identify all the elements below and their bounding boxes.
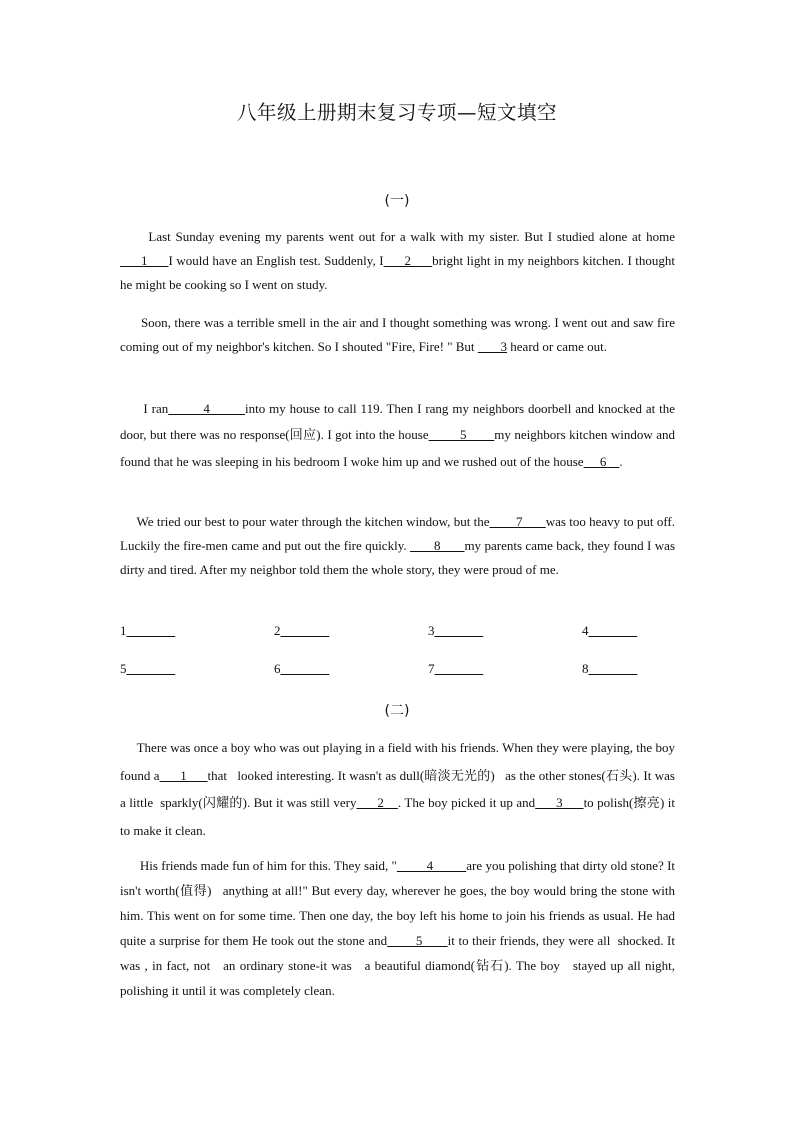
paragraph-text: into my house to call 119. Then I rang my neighbors doorbell and knocked at the door, but there was no response(回应). I got into the house [120,401,679,443]
fill-in-blank[interactable]: 1 [120,253,169,268]
fill-in-blank[interactable]: 2 [356,795,398,810]
answer-blank-2[interactable]: 2 [274,623,281,638]
answer-blank-6[interactable]: 6 [274,661,281,676]
answer-blank-1[interactable]: 1 [120,623,127,638]
section-1-paragraph-1 [120,225,679,297]
section-2-paragraph-2 [120,853,679,1003]
paragraph-text: We tried our best to pour water through the kitchen window, but the [120,514,490,529]
fill-in-blank[interactable]: 3 [535,795,584,810]
paragraph-text: are you polishing that dirty old stone? It isn't worth(值得) anything at all!" But every day, wherever he goes, the boy would bring the stone with him. This went on for some time. Then one day, the boy left his home to join his friends as usual. He had quite a surprise for them He took out the stone and [120,858,679,948]
paragraph-text: I would have an English test. Suddenly, I [168,253,384,268]
section-2-paragraph-1 [120,734,679,844]
paragraph-text: . [619,453,623,469]
paragraph-text: Soon, there was a terrible smell in the air and I thought something was wrong. I went out and saw fire coming out of my neighbor's kitchen. So I shouted "Fire, Fire! " But [120,315,679,354]
fill-in-blank[interactable]: 3 [477,339,508,354]
page-title: 八年级上册期末复习专项—短文填空 [236,101,557,124]
fill-in-blank[interactable]: 4 [168,401,245,416]
fill-in-blank[interactable]: 1 [159,767,208,783]
paragraph-text: His friends made fun of him for this. They said, " [120,858,397,873]
answer-blank-5[interactable]: 5 [120,661,127,676]
paragraph-text: my neighbors kitchen window and found that he was sleeping in his bedroom I woke him up and we rushed out of the house [120,427,679,469]
paragraph-text: I ran [120,401,169,416]
fill-in-blank[interactable]: 2 [383,253,433,268]
paragraph-text: to polish(擦亮) it to make it clean. [120,795,679,838]
section-1-paragraph-2 [120,311,679,359]
paragraph-text: Last Sunday evening my parents went out for a walk with my sister. But I studied alone at home [120,229,676,244]
section-2-label: (二) [384,703,410,719]
paragraph-text: . The boy picked it up and [397,795,536,810]
section-1-paragraph-3 [120,396,679,475]
answer-blank-3[interactable]: 3 [428,623,435,638]
answer-blank-8[interactable]: 8 [582,661,589,676]
fill-in-blank[interactable]: 6 [583,453,620,469]
fill-in-blank[interactable]: 5 [387,933,448,948]
paragraph-text: that looked interesting. It wasn't as dull(暗淡无光的) as the other stones(石头). It was a little sparkly(闪耀的). But it was still very [120,767,679,810]
section-1-paragraph-4 [120,510,679,582]
paragraph-text: There was once a boy who was out playing in a field with his friends. When they were playing, the boy found a [120,740,679,783]
answer-blank-4[interactable]: 4 [582,623,589,638]
paragraph-text: it to their friends, they were all shocked. It was , in fact, not an ordinary stone-it was a beautiful diamond(钻石). The boy stayed up all night, polishing it until it was completely clean. [120,933,679,998]
fill-in-blank[interactable]: 7 [489,514,546,529]
answer-blank-7[interactable]: 7 [428,661,435,676]
paragraph-text: was too heavy to put off. Luckily the fire-men came and put out the fire quickly. [120,514,679,553]
fill-in-blank[interactable]: 5 [428,427,495,443]
section-1-label: (一) [384,193,410,209]
fill-in-blank[interactable]: 8 [410,538,465,553]
fill-in-blank[interactable]: 4 [396,858,467,873]
paragraph-text: bright light in my neighbors kitchen. I thought he might be cooking so I went on study. [120,253,679,292]
paragraph-text: my parents came back, they found I was dirty and tired. After my neighbor told them the whole story, they were proud of me. [120,538,679,577]
paragraph-text: heard or came out. [507,339,608,354]
